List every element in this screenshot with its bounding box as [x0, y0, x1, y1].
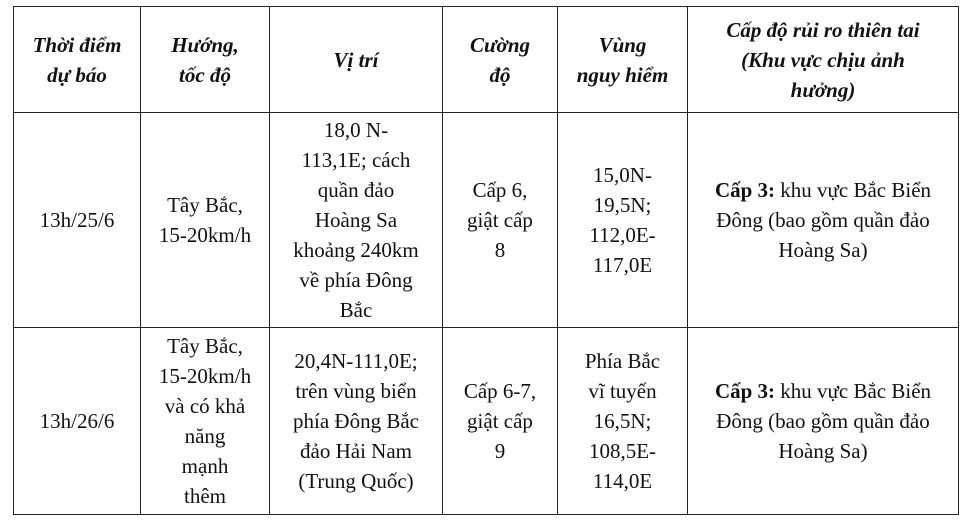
risk-area-text: khu vực Bắc Biển Đông (bao gồm quần đảo Hoàng Sa): [716, 178, 932, 262]
header-position: Vị trí: [270, 7, 443, 113]
storm-forecast-table: [13, 6, 959, 515]
cell-risk-level: [688, 113, 959, 328]
cell-risk-level: [688, 328, 959, 515]
cell-intensity: Cấp 6-7, giật cấp 9: [443, 328, 558, 515]
table-header-row: [14, 7, 959, 113]
header-forecast-time: Thời điểm dự báo: [14, 7, 141, 113]
risk-level-label: Cấp 3:: [714, 178, 776, 202]
risk-area-text: khu vực Bắc Biển Đông (bao gồm quần đảo Hoàng Sa): [716, 379, 932, 463]
header-danger-zone: Vùng nguy hiểm: [558, 7, 688, 113]
table-row: [14, 113, 959, 328]
cell-intensity: Cấp 6, giật cấp 8: [443, 113, 558, 328]
header-risk-level: Cấp độ rủi ro thiên tai (Khu vực chịu ảnh hưởng): [688, 7, 959, 113]
cell-danger-zone: 15,0N- 19,5N; 112,0E- 117,0E: [558, 113, 688, 328]
cell-direction-speed: Tây Bắc, 15-20km/h: [141, 113, 270, 328]
cell-time: 13h/26/6: [14, 328, 141, 515]
table-row: [14, 328, 959, 515]
cell-danger-zone: Phía Bắc vĩ tuyến 16,5N; 108,5E- 114,0E: [558, 328, 688, 515]
cell-position: 20,4N-111,0E; trên vùng biển phía Đông Bắc đảo Hải Nam (Trung Quốc): [270, 328, 443, 515]
header-direction-speed: Hướng, tốc độ: [141, 7, 270, 113]
cell-time: 13h/25/6: [14, 113, 141, 328]
header-intensity: Cường độ: [443, 7, 558, 113]
risk-level-label: Cấp 3:: [714, 379, 776, 403]
cell-direction-speed: Tây Bắc, 15-20km/h và có khả năng mạnh thêm: [141, 328, 270, 515]
cell-position: 18,0 N- 113,1E; cách quần đảo Hoàng Sa khoảng 240km về phía Đông Bắc: [270, 113, 443, 328]
